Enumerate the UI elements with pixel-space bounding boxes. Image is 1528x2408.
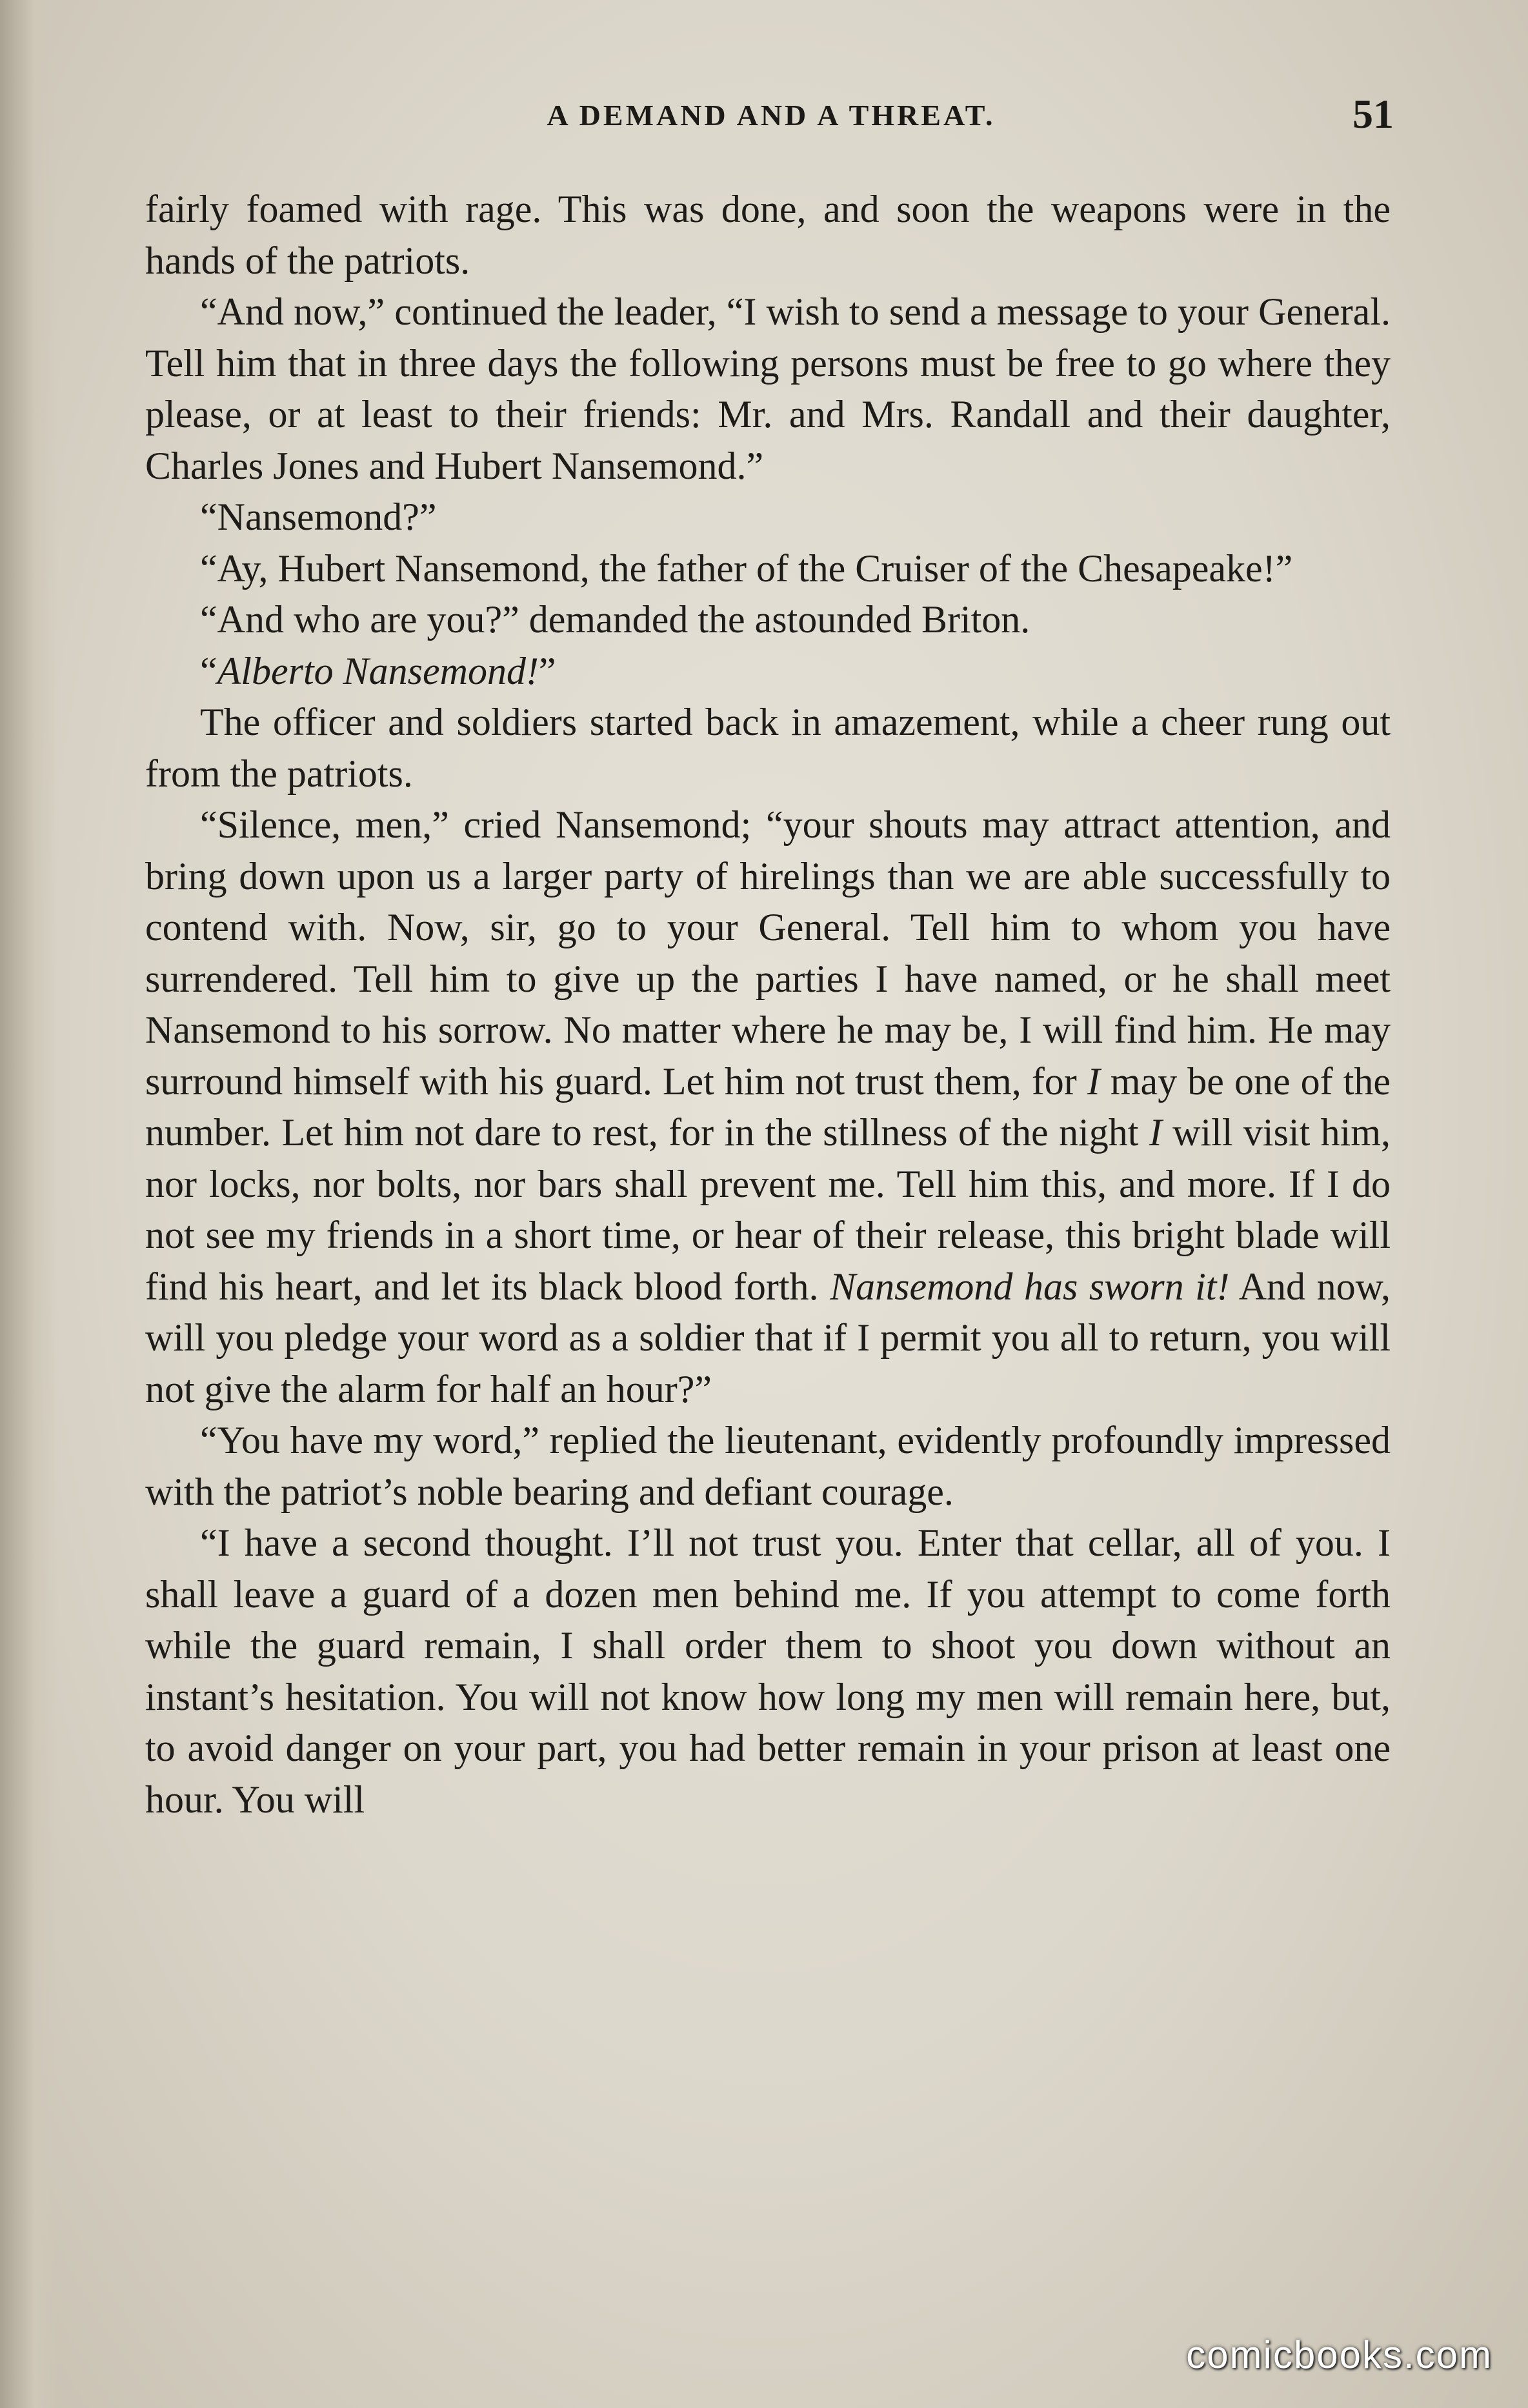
watermark-text: comicbooks.com (1186, 2333, 1493, 2376)
italic-text-segment: Alberto Nansemond! (217, 649, 539, 692)
paragraph (145, 594, 1391, 646)
text-segment: And now, will you pledge your word as a soldier that if I permit you all to return, you will not give the alarm for half an hour?” (145, 1265, 1391, 1410)
text-segment: “Ay, Hubert Nansemond, the father of the Cruiser of the Chesapeake!” (200, 547, 1293, 590)
page-header (148, 90, 1394, 148)
paragraph (145, 646, 1391, 697)
text-segment: “And who are you?” demanded the astounded Briton. (200, 598, 1030, 641)
paragraph (145, 184, 1391, 286)
italic-text-segment: I (1087, 1059, 1100, 1103)
text-segment: will visit him, nor locks, nor bolts, nor bars shall prevent me. Tell him this, and more. If I do not see my friends in a short time, or hear of their release, this bright blade will find his heart, and let its black blood forth. (145, 1111, 1391, 1308)
text-segment: “You have my word,” replied the lieutenant, evidently profoundly impressed with the patriot’s noble bearing and defiant courage. (145, 1419, 1391, 1513)
text-segment: ” (538, 649, 556, 692)
paragraph (145, 543, 1391, 595)
text-segment: The officer and soldiers started back in amazement, while a cheer rung out from the patriots. (145, 701, 1391, 795)
text-segment: “Nansemond?” (200, 496, 437, 538)
text-segment: “Silence, men,” cried Nansemond; “your shouts may attract attention, and bring down upon us a larger party of hirelings than we are able successfully to contend with. Now, sir, go to your General. Tell him to whom you have surrendered. Tell him to give up the parties I have named, or he shall meet Nansemond to his sorrow. No matter where he may be, I will find him. He may surround himself with his guard. Let him not trust them, for (145, 803, 1391, 1103)
running-title: A DEMAND AND A THREAT. (547, 99, 996, 132)
italic-text-segment: Nansemond has sworn it! (830, 1265, 1230, 1308)
text-segment: fairly foamed with rage. This was done, and soon the weapons were in the hands of the patriots. (145, 188, 1391, 282)
text-segment: “I have a second thought. I’ll not trust you. Enter that cellar, all of you. I shall leave a guard of a dozen men behind me. If you attempt to come forth while the guard remain, I shall order them to shoot you down without an instant’s hesitation. You will not know how long my men will remain here, but, to avoid danger on your part, you had better remain in your prison at least one hour. You will (145, 1521, 1391, 1821)
page-gutter-shadow (0, 0, 58, 2408)
paragraph (145, 492, 1391, 543)
italic-text-segment: I (1149, 1111, 1162, 1154)
text-segment: “And now,” continued the leader, “I wish to send a message to your General. Tell him that in three days the following persons must be free to go where they please, or at least to their friends: Mr. and Mrs. Randall and their daughter, Charles Jones and Hubert Nansemond.” (145, 290, 1391, 487)
paragraph (145, 697, 1391, 799)
text-segment: “ (200, 649, 217, 692)
body-text (145, 184, 1391, 1825)
page-number: 51 (1352, 91, 1394, 137)
paragraph (145, 799, 1391, 1415)
paragraph (145, 1518, 1391, 1825)
paragraph (145, 286, 1391, 492)
paragraph (145, 1415, 1391, 1518)
text-segment: may be one of the number. Let him not dare to rest, for in the stillness of the night (145, 1059, 1391, 1154)
